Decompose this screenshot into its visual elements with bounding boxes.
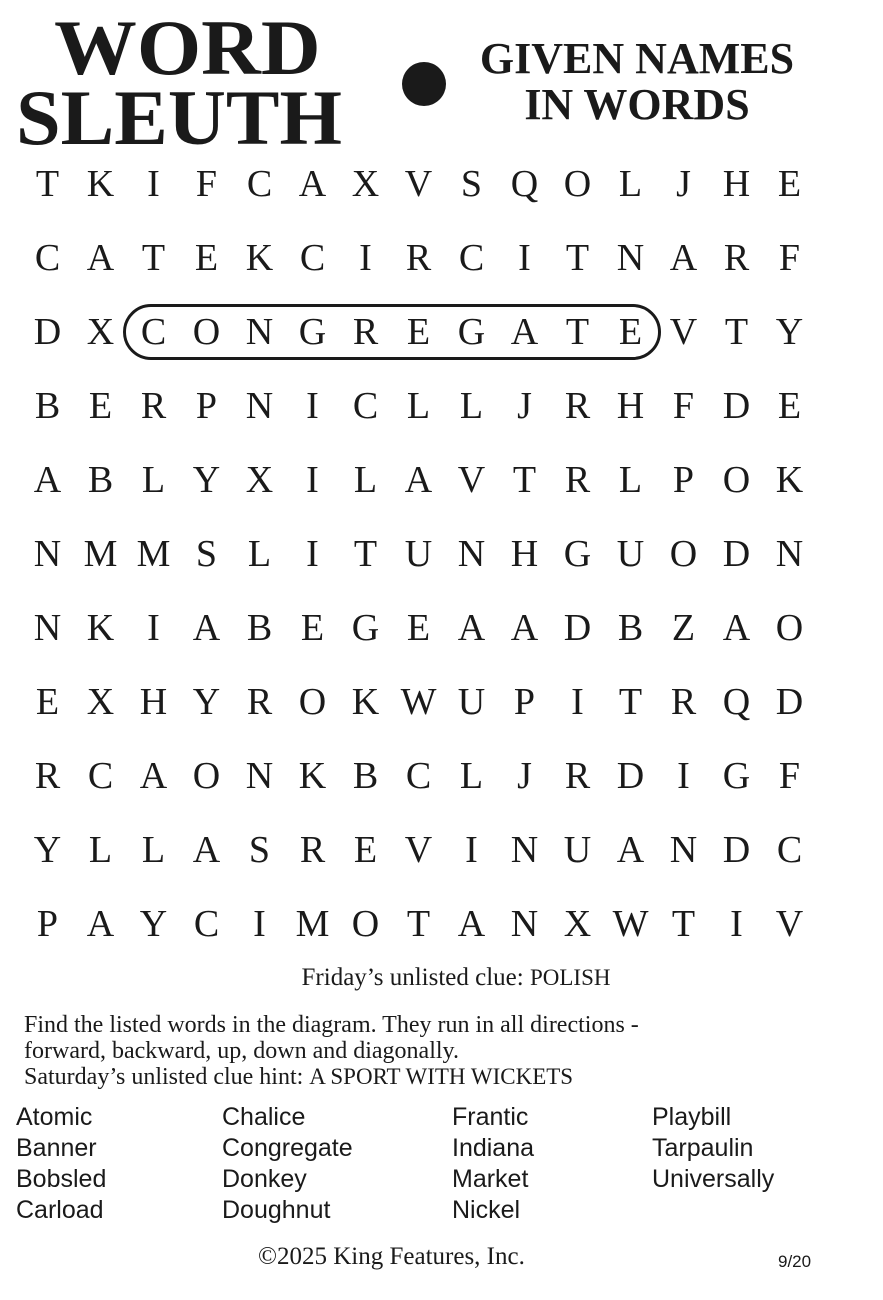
puzzle-theme	[445, 36, 829, 128]
grid-letter[interactable]: T	[353, 533, 378, 575]
grid-letter[interactable]: A	[86, 903, 115, 945]
grid-letter[interactable]: H	[616, 385, 645, 427]
grid-letter[interactable]: C	[299, 237, 326, 279]
grid-letter[interactable]: I	[147, 163, 160, 205]
grid-letter[interactable]: C	[193, 903, 220, 945]
grid-row	[21, 226, 816, 300]
grid-letter[interactable]: L	[459, 385, 484, 427]
theme-line-1: GIVEN NAMES	[479, 34, 795, 83]
grid-letter[interactable]: A	[457, 903, 486, 945]
grid-letter[interactable]: L	[618, 163, 643, 205]
grid-letter[interactable]: N	[669, 829, 698, 871]
grid-letter[interactable]: C	[140, 311, 167, 353]
grid-letter[interactable]: X	[86, 681, 115, 723]
friday-clue-label: Friday’s unlisted clue:	[301, 964, 530, 991]
word-list-item: Doughnut	[222, 1196, 331, 1224]
grid-letter[interactable]: K	[86, 163, 115, 205]
grid-letter[interactable]: X	[351, 163, 380, 205]
grid-letter[interactable]: E	[35, 681, 60, 723]
grid-letter[interactable]: I	[306, 385, 319, 427]
grid-letter[interactable]: C	[776, 829, 803, 871]
grid-letter[interactable]: P	[195, 385, 218, 427]
grid-letter[interactable]: Y	[139, 903, 168, 945]
grid-letter[interactable]: S	[248, 829, 271, 871]
grid-letter[interactable]: A	[510, 607, 539, 649]
grid-letter[interactable]: Y	[775, 311, 804, 353]
grid-row	[21, 152, 816, 226]
puzzle-date: 9/20	[778, 1252, 812, 1271]
grid-letter[interactable]: E	[777, 385, 802, 427]
grid-letter[interactable]: O	[351, 903, 380, 945]
grid-letter[interactable]: H	[139, 681, 168, 723]
grid-letter[interactable]: T	[565, 311, 590, 353]
grid-letter[interactable]: I	[147, 607, 160, 649]
grid-letter[interactable]: D	[775, 681, 804, 723]
grid-letter[interactable]: F	[778, 755, 801, 797]
word-column-1	[16, 1102, 106, 1226]
grid-letter[interactable]: R	[723, 237, 750, 279]
word-list-item: Congregate	[222, 1134, 353, 1162]
grid-letter[interactable]: I	[730, 903, 743, 945]
grid-letter[interactable]: N	[245, 385, 274, 427]
grid-letter[interactable]: A	[669, 237, 698, 279]
grid-letter[interactable]: T	[35, 163, 60, 205]
grid-letter[interactable]: L	[353, 459, 378, 501]
word-list-item: Chalice	[222, 1103, 306, 1131]
grid-letter[interactable]: C	[34, 237, 61, 279]
word-list-item: Nickel	[452, 1196, 521, 1224]
grid-letter[interactable]: O	[192, 311, 221, 353]
grid-letter[interactable]: X	[245, 459, 274, 501]
grid-letter[interactable]: G	[298, 311, 327, 353]
friday-clue-answer: POLISH	[529, 965, 611, 990]
grid-letter[interactable]: P	[513, 681, 536, 723]
grid-letter[interactable]: L	[141, 829, 166, 871]
grid-letter[interactable]: J	[676, 163, 691, 205]
grid-letter[interactable]: I	[677, 755, 690, 797]
grid-letter[interactable]: A	[139, 755, 168, 797]
grid-letter[interactable]: U	[404, 533, 433, 575]
grid-letter[interactable]: R	[352, 311, 379, 353]
grid-letter[interactable]: S	[460, 163, 483, 205]
grid-letter[interactable]: T	[141, 237, 166, 279]
grid-letter[interactable]: E	[777, 163, 802, 205]
grid-letter[interactable]: T	[512, 459, 537, 501]
grid-letter[interactable]: X	[86, 311, 115, 353]
grid-letter[interactable]: W	[400, 681, 437, 723]
grid-letter[interactable]: I	[359, 237, 372, 279]
grid-letter[interactable]: I	[465, 829, 478, 871]
grid-letter[interactable]: R	[34, 755, 61, 797]
grid-letter[interactable]: G	[457, 311, 486, 353]
grid-letter[interactable]: K	[298, 755, 327, 797]
grid-letter[interactable]: A	[457, 607, 486, 649]
saturday-clue-label: Saturday’s unlisted clue hint:	[24, 1064, 310, 1090]
grid-letter[interactable]: V	[404, 163, 433, 205]
grid-row	[21, 892, 816, 966]
grid-letter[interactable]: L	[459, 755, 484, 797]
grid-letter[interactable]: D	[616, 755, 645, 797]
grid-letter[interactable]: B	[246, 607, 273, 649]
saturday-clue	[24, 1064, 824, 1090]
grid-letter[interactable]: A	[510, 311, 539, 353]
grid-letter[interactable]: N	[510, 903, 539, 945]
grid-letter[interactable]: C	[352, 385, 379, 427]
grid-letter[interactable]: D	[33, 311, 62, 353]
word-list-item: Playbill	[652, 1103, 732, 1131]
grid-letter[interactable]: M	[295, 903, 330, 945]
grid-letter[interactable]: R	[246, 681, 273, 723]
grid-letter[interactable]: U	[563, 829, 592, 871]
grid-letter[interactable]: L	[141, 459, 166, 501]
grid-row	[21, 596, 816, 670]
grid-letter[interactable]: C	[87, 755, 114, 797]
word-list-item: Market	[452, 1165, 529, 1193]
grid-letter[interactable]: B	[617, 607, 644, 649]
grid-letter[interactable]: Y	[192, 459, 221, 501]
grid-letter[interactable]: B	[87, 459, 114, 501]
grid-letter[interactable]: E	[618, 311, 643, 353]
grid-letter[interactable]: E	[353, 829, 378, 871]
grid-row	[21, 300, 816, 374]
grid-letter[interactable]: W	[612, 903, 649, 945]
grid-letter[interactable]: N	[33, 533, 62, 575]
instructions	[24, 1012, 824, 1090]
grid-letter[interactable]: G	[563, 533, 592, 575]
grid-row	[21, 818, 816, 892]
grid-letter[interactable]: P	[36, 903, 59, 945]
grid-letter[interactable]: R	[564, 385, 591, 427]
grid-letter[interactable]: K	[245, 237, 274, 279]
grid-letter[interactable]: V	[404, 829, 433, 871]
grid-letter[interactable]: I	[306, 533, 319, 575]
instruction-line-2: forward, backward, up, down and diagonally.	[24, 1038, 459, 1064]
grid-letter[interactable]: A	[616, 829, 645, 871]
word-list-item: Bobsled	[16, 1165, 107, 1193]
letter-grid	[21, 152, 816, 966]
grid-letter[interactable]: Q	[510, 163, 539, 205]
grid-letter[interactable]: R	[564, 755, 591, 797]
grid-letter[interactable]: T	[724, 311, 749, 353]
word-list-item: Atomic	[16, 1103, 93, 1131]
grid-letter[interactable]: D	[722, 533, 751, 575]
grid-letter[interactable]: C	[458, 237, 485, 279]
word-column-3	[452, 1102, 534, 1226]
logo-line-1: WORD	[54, 4, 321, 91]
grid-letter[interactable]: U	[616, 533, 645, 575]
grid-row	[21, 522, 816, 596]
grid-letter[interactable]: N	[775, 533, 804, 575]
grid-letter[interactable]: N	[33, 607, 62, 649]
word-column-4	[652, 1102, 774, 1195]
word-list-item: Universally	[652, 1165, 775, 1193]
grid-letter[interactable]: J	[517, 385, 532, 427]
grid-letter[interactable]: V	[457, 459, 486, 501]
word-list-item: Tarpaulin	[652, 1134, 754, 1162]
grid-row	[21, 448, 816, 522]
grid-letter[interactable]: S	[195, 533, 218, 575]
word-list-item: Indiana	[452, 1134, 535, 1162]
grid-letter[interactable]: A	[298, 163, 327, 205]
copyright: ©2025 King Features, Inc.	[258, 1243, 525, 1270]
grid-letter[interactable]: Q	[722, 681, 751, 723]
grid-letter[interactable]: T	[618, 681, 643, 723]
grid-letter[interactable]: X	[563, 903, 592, 945]
grid-letter[interactable]: E	[300, 607, 325, 649]
grid-letter[interactable]: Z	[671, 607, 696, 649]
grid-letter[interactable]: N	[245, 755, 274, 797]
grid-letter[interactable]: I	[306, 459, 319, 501]
friday-clue	[0, 964, 883, 992]
grid-letter[interactable]: A	[404, 459, 433, 501]
grid-letter[interactable]: G	[722, 755, 751, 797]
word-list	[0, 1102, 883, 1232]
grid-letter[interactable]: U	[457, 681, 486, 723]
grid-letter[interactable]: E	[406, 607, 431, 649]
grid-letter[interactable]: L	[88, 829, 113, 871]
word-column-2	[222, 1102, 353, 1226]
grid-letter[interactable]: Y	[33, 829, 62, 871]
theme-line-2: IN WORDS	[524, 80, 750, 129]
grid-letter[interactable]: N	[245, 311, 274, 353]
grid-letter[interactable]: C	[405, 755, 432, 797]
grid-letter[interactable]: R	[670, 681, 697, 723]
grid-letter[interactable]: B	[352, 755, 379, 797]
grid-letter[interactable]: R	[564, 459, 591, 501]
grid-letter[interactable]: O	[775, 607, 804, 649]
grid-letter[interactable]: K	[775, 459, 804, 501]
grid-letter[interactable]: I	[518, 237, 531, 279]
grid-letter[interactable]: T	[406, 903, 431, 945]
grid-letter[interactable]: F	[778, 237, 801, 279]
grid-letter[interactable]: H	[510, 533, 539, 575]
word-list-item: Donkey	[222, 1165, 307, 1193]
grid-letter[interactable]: K	[86, 607, 115, 649]
grid-letter[interactable]: V	[775, 903, 804, 945]
grid-letter[interactable]: A	[86, 237, 115, 279]
grid-letter[interactable]: O	[669, 533, 698, 575]
grid-letter[interactable]: G	[351, 607, 380, 649]
grid-letter[interactable]: M	[83, 533, 118, 575]
grid-letter[interactable]: D	[563, 607, 592, 649]
grid-letter[interactable]: O	[298, 681, 327, 723]
grid-letter[interactable]: F	[672, 385, 695, 427]
grid-letter[interactable]: A	[722, 607, 751, 649]
instruction-line-1: Find the listed words in the diagram. They run in all directions -	[24, 1012, 639, 1038]
grid-letter[interactable]: J	[517, 755, 532, 797]
grid-letter[interactable]: L	[618, 459, 643, 501]
grid-row	[21, 374, 816, 448]
grid-letter[interactable]: A	[33, 459, 62, 501]
word-list-item: Banner	[16, 1134, 97, 1162]
grid-letter[interactable]: A	[192, 829, 221, 871]
grid-letter[interactable]: E	[406, 311, 431, 353]
grid-letter[interactable]: Y	[192, 681, 221, 723]
grid-letter[interactable]: R	[140, 385, 167, 427]
grid-letter[interactable]: D	[722, 829, 751, 871]
grid-letter[interactable]: L	[406, 385, 431, 427]
bullet-dot-icon	[402, 62, 446, 106]
grid-letter[interactable]: T	[565, 237, 590, 279]
grid-letter[interactable]: N	[510, 829, 539, 871]
grid-letter[interactable]: E	[194, 237, 219, 279]
word-sleuth-logo	[16, 4, 386, 161]
grid-letter[interactable]: E	[88, 385, 113, 427]
grid-letter[interactable]: D	[722, 385, 751, 427]
grid-letter[interactable]: O	[722, 459, 751, 501]
grid-letter[interactable]: C	[246, 163, 273, 205]
grid-letter[interactable]: V	[669, 311, 698, 353]
grid-row	[21, 744, 816, 818]
word-list-item: Carload	[16, 1196, 104, 1224]
grid-letter[interactable]: R	[405, 237, 432, 279]
grid-letter[interactable]: O	[563, 163, 592, 205]
logo-line-2: SLEUTH	[16, 73, 342, 161]
grid-letter[interactable]: O	[192, 755, 221, 797]
grid-letter[interactable]: L	[247, 533, 272, 575]
grid-letter[interactable]: M	[136, 533, 171, 575]
grid-letter[interactable]: N	[457, 533, 486, 575]
grid-letter[interactable]: K	[351, 681, 380, 723]
grid-letter[interactable]: R	[299, 829, 326, 871]
saturday-clue-hint: A SPORT WITH WICKETS	[309, 1064, 574, 1089]
grid-letter[interactable]: B	[34, 385, 61, 427]
grid-letter[interactable]: N	[616, 237, 645, 279]
grid-letter[interactable]: I	[253, 903, 266, 945]
word-list-item: Frantic	[452, 1103, 529, 1131]
grid-letter[interactable]: I	[571, 681, 584, 723]
grid-row	[21, 670, 816, 744]
grid-letter[interactable]: A	[192, 607, 221, 649]
grid-letter[interactable]: T	[671, 903, 696, 945]
grid-letter[interactable]: F	[195, 163, 218, 205]
grid-letter[interactable]: P	[672, 459, 695, 501]
grid-letter[interactable]: H	[722, 163, 751, 205]
